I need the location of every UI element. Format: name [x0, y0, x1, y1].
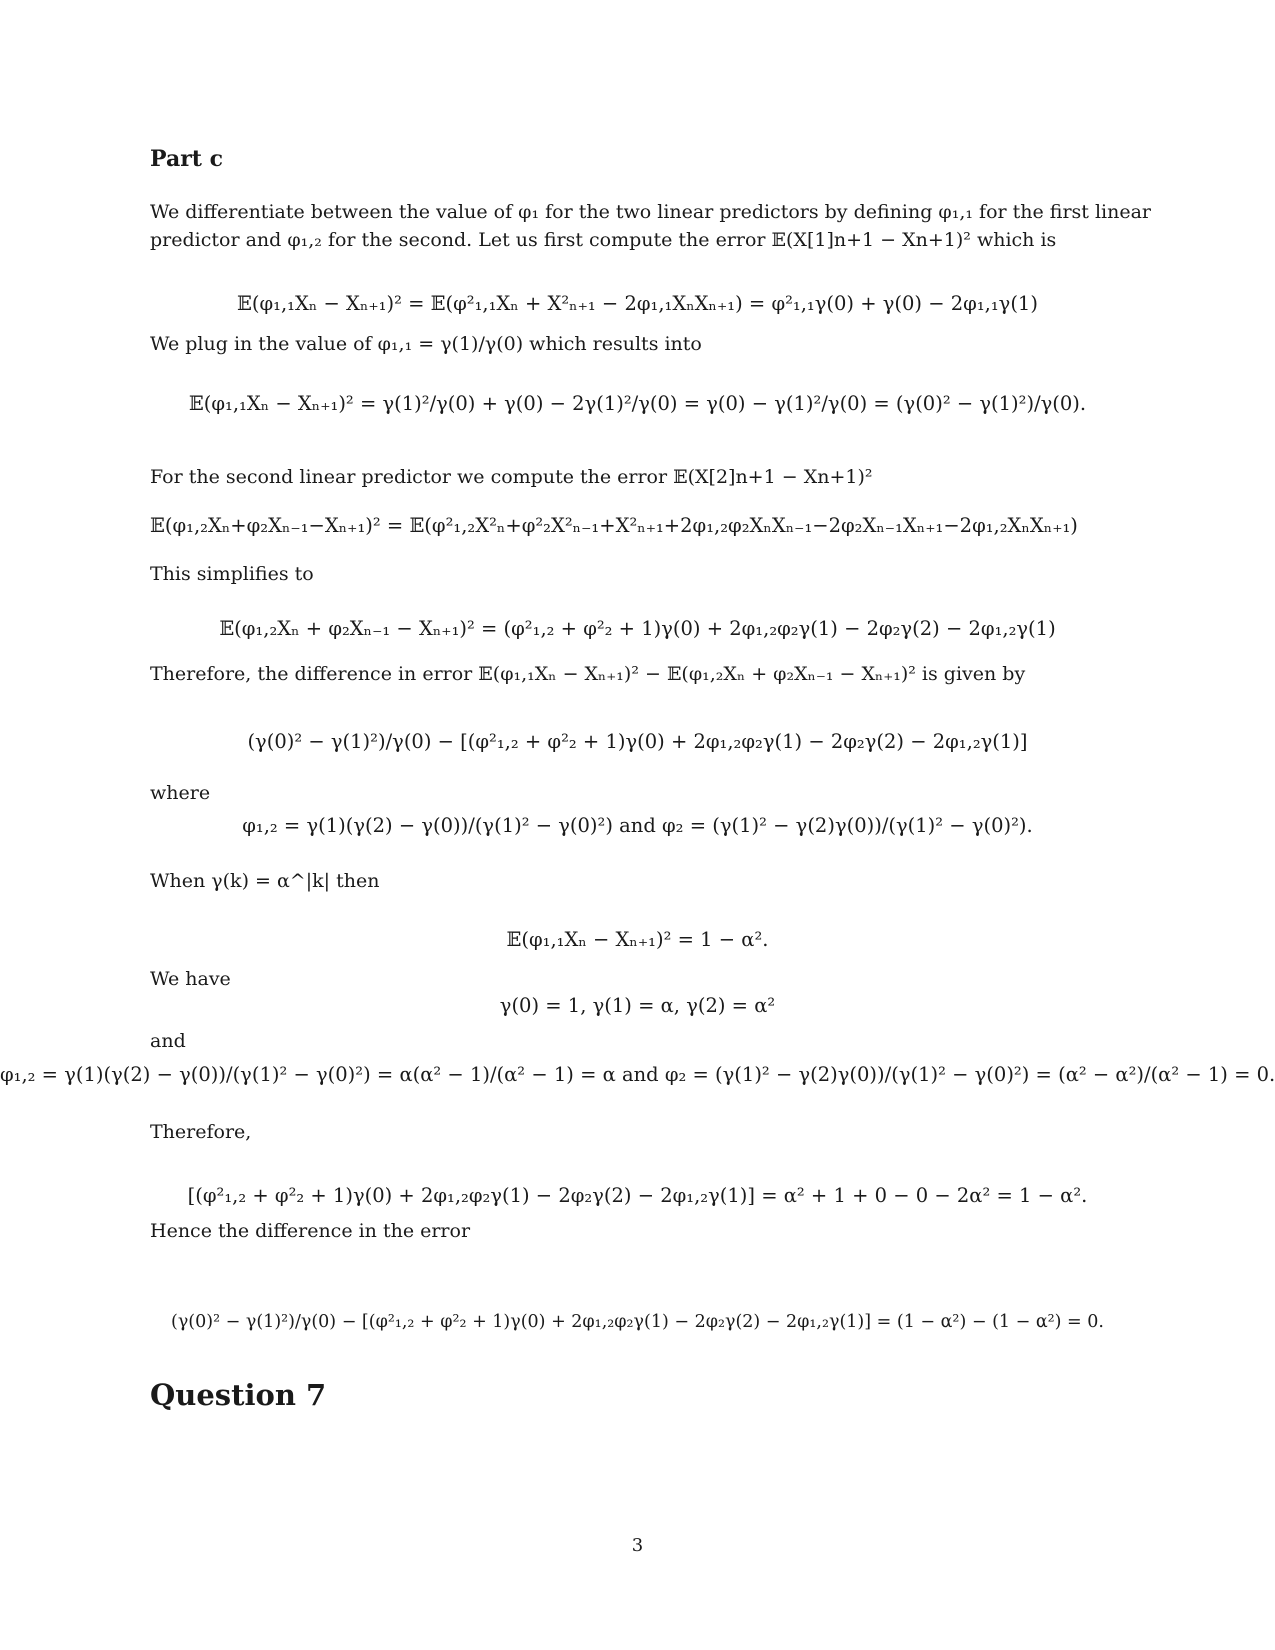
equation-coefficients-alpha: φ₁,₂ = γ(1)(γ(2) − γ(0))/(γ(1)² − γ(0)²) = α(α² − 1)/(α² − 1) = α and φ₂ = (γ(1)² − γ(2)γ(0))/(γ(1)² − γ(0)²) = (α² − α²)/(α² − 1) = 0. — [0, 1063, 1275, 1086]
paragraph-hence: Hence the difference in the error — [150, 1220, 471, 1242]
paragraph-simplifies: This simplifies to — [150, 563, 314, 585]
paragraph-plug-in: We plug in the value of φ₁,₁ = γ(1)/γ(0) which results into — [150, 333, 702, 355]
equation-coefficients: φ₁,₂ = γ(1)(γ(2) − γ(0))/(γ(1)² − γ(0)²) and φ₂ = (γ(1)² − γ(2)γ(0))/(γ(1)² − γ(0)²). — [242, 814, 1033, 837]
paragraph-and: and — [150, 1030, 186, 1052]
paragraph-when: When γ(k) = α^|k| then — [150, 870, 380, 892]
section-heading-question-7: Question 7 — [150, 1378, 327, 1412]
equation-error-simplified: 𝔼(φ₁,₁Xₙ − Xₙ₊₁)² = γ(1)²/γ(0) + γ(0) − 2γ(1)²/γ(0) = γ(0) − γ(1)²/γ(0) = (γ(0)² − γ(1)²)/γ(0). — [188, 392, 1087, 415]
equation-error-second-predictor: 𝔼(φ₁,₂Xₙ + φ₂Xₙ₋₁ − Xₙ₊₁)² = (φ²₁,₂ + φ²₂ + 1)γ(0) + 2φ₁,₂φ₂γ(1) − 2φ₂γ(2) − 2φ₁,₂γ(1) — [219, 617, 1056, 640]
paragraph-therefore: Therefore, — [150, 1121, 252, 1143]
paragraph-intro-line-2: predictor and φ₁,₂ for the second. Let us first compute the error 𝔼(X[1]n+1 − Xn+1)² which is — [150, 229, 1057, 251]
paragraph-intro-line-1: We differentiate between the value of φ₁ for the two linear predictors by defining φ₁,₁ for the first linear — [150, 201, 1152, 223]
paragraph-second-predictor: For the second linear predictor we compute the error 𝔼(X[2]n+1 − Xn+1)² — [150, 466, 873, 488]
equation-difference-result: (γ(0)² − γ(1)²)/γ(0) − [(φ²₁,₂ + φ²₂ + 1)γ(0) + 2φ₁,₂φ₂γ(1) − 2φ₂γ(2) − 2φ₁,₂γ(1)] = (1 − α²) − (1 − α²) = 0. — [171, 1312, 1104, 1332]
equation-error-second-predictor-expanded: 𝔼(φ₁,₂Xₙ+φ₂Xₙ₋₁−Xₙ₊₁)² = 𝔼(φ²₁,₂X²ₙ+φ²₂X²ₙ₋₁+X²ₙ₊₁+2φ₁,₂φ₂XₙXₙ₋₁−2φ₂Xₙ₋₁Xₙ₊₁−2φ₁,₂XₙXₙ₊₁) — [150, 514, 1078, 537]
equation-difference-general: (γ(0)² − γ(1)²)/γ(0) − [(φ²₁,₂ + φ²₂ + 1)γ(0) + 2φ₁,₂φ₂γ(1) − 2φ₂γ(2) − 2φ₁,₂γ(1)] — [247, 730, 1028, 753]
paragraph-difference: Therefore, the difference in error 𝔼(φ₁,₁Xₙ − Xₙ₊₁)² − 𝔼(φ₁,₂Xₙ + φ₂Xₙ₋₁ − Xₙ₊₁)² is given by — [150, 663, 1026, 685]
section-heading-part-c: Part c — [150, 146, 224, 172]
equation-bracket-evaluation: [(φ²₁,₂ + φ²₂ + 1)γ(0) + 2φ₁,₂φ₂γ(1) − 2φ₂γ(2) − 2φ₁,₂γ(1)] = α² + 1 + 0 − 0 − 2α² = 1 − α². — [187, 1184, 1088, 1207]
equation-error-first-predictor: 𝔼(φ₁,₁Xₙ − Xₙ₊₁)² = 𝔼(φ²₁,₁Xₙ + X²ₙ₊₁ − 2φ₁,₁XₙXₙ₊₁) = φ²₁,₁γ(0) + γ(0) − 2φ₁,₁γ(1) — [237, 292, 1038, 315]
paragraph-we-have: We have — [150, 968, 231, 990]
paragraph-where: where — [150, 782, 211, 804]
page-number: 3 — [631, 1535, 644, 1556]
equation-gamma-values: γ(0) = 1, γ(1) = α, γ(2) = α² — [499, 994, 776, 1017]
equation-alpha-error: 𝔼(φ₁,₁Xₙ − Xₙ₊₁)² = 1 − α². — [506, 928, 769, 951]
